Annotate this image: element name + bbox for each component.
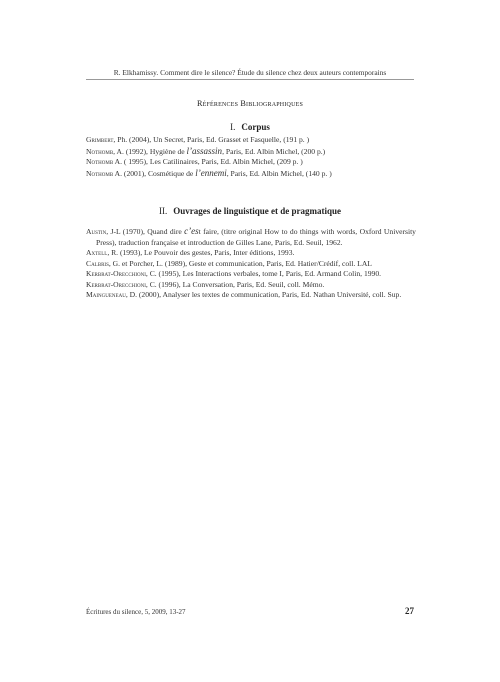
reference-entry: Grimbert, Ph. (2004), Un Secret, Paris, Ed. Grasset et Fasquelle, (191 p. ) xyxy=(86,135,310,144)
section-title: Corpus xyxy=(241,122,270,132)
section-number: I. xyxy=(230,122,236,132)
reference-entry: Calbris, G. et Porcher, L. (1989), Geste et communication, Paris, Ed. Hatier/Crédif, coll. LAL xyxy=(86,258,372,268)
reference-entry: Nothomb A. ( 1995), Les Catilinaires, Paris, Ed. Albin Michel, (209 p. ) xyxy=(86,157,303,166)
running-head: R. Elkhamissy. Comment dire le silence? Étude du silence chez deux auteurs contemporains xyxy=(113,68,387,77)
footer-journal-citation: Écritures du silence, 5, 2009, 13-27 xyxy=(86,608,186,616)
reference-entry: Maingueneau, D. (2000), Analyser les textes de communication, Paris, Ed. Nathan Université, coll. Sup. xyxy=(86,290,402,299)
page-title: Références Bibliographiques xyxy=(196,99,304,108)
reference-entry: Axtell, R. (1993), Le Pouvoir des gestes, Paris, Inter éditions, 1993. xyxy=(86,248,295,257)
reference-list-corpus xyxy=(86,135,416,179)
header-divider xyxy=(86,79,414,80)
section-title: Ouvrages de linguistique et de pragmatique xyxy=(173,206,341,216)
reference-entry: Kerbrat-Orecchioni, C. (1996), La Conversation, Paris, Ed. Seuil, coll. Mémo. xyxy=(86,279,325,289)
reference-entry: Nothomb A. (2001), Cosmétique de l’ennemi, Paris, Ed. Albin Michel, (140 p. ) xyxy=(86,167,332,178)
reference-list-linguistics xyxy=(86,226,416,301)
section-heading-corpus xyxy=(0,122,500,132)
page-number: 27 xyxy=(405,606,414,616)
reference-entry: Austin, J-L (1970), Quand dire c’est faire, (titre original How to do things with words, Oxford University Press), traduction française et introduction de Gilles Lane, Paris, Ed. Seuil, 1962. xyxy=(86,226,416,247)
section-heading-linguistics xyxy=(0,206,500,216)
section-number: II. xyxy=(158,206,168,216)
reference-entry: Kerbrat-Orecchioni, C. (1995), Les Interactions verbales, tome I, Paris, Ed. Armand Colin, 1990. xyxy=(86,269,382,278)
reference-entry: Nothomb, A. (1992), Hygiène de l’assassin, Paris, Ed. Albin Michel, (200 p.) xyxy=(86,145,326,156)
